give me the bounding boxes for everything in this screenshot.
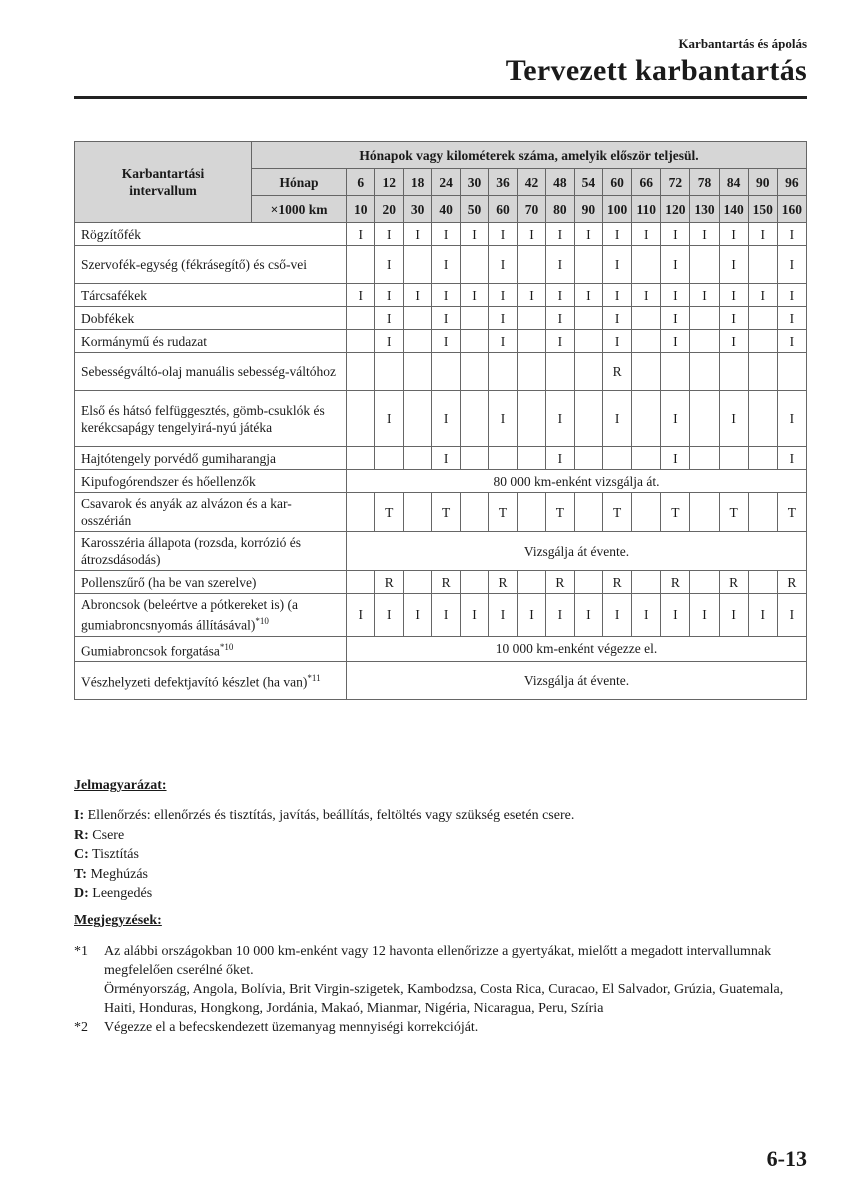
schedule-cell xyxy=(460,307,488,330)
schedule-cell: I xyxy=(661,330,690,353)
month-header-cell: 6 xyxy=(347,169,375,196)
schedule-cell xyxy=(690,447,719,470)
row-item-name: Rögzítőfék xyxy=(75,223,347,246)
month-header-cell: 66 xyxy=(632,169,661,196)
schedule-cell: I xyxy=(489,307,517,330)
schedule-cell xyxy=(375,353,403,391)
legend-key: T: xyxy=(74,866,87,882)
schedule-cell: I xyxy=(546,594,574,637)
schedule-cell xyxy=(460,246,488,284)
schedule-cell xyxy=(460,493,488,532)
schedule-cell xyxy=(517,353,545,391)
schedule-cell xyxy=(347,571,375,594)
legend-key: D: xyxy=(74,886,89,901)
legend-text: Ellenőrzés: ellenőrzés és tisztítás, javítás, beállítás, feltöltés vagy szükség esetén csere. xyxy=(84,808,575,823)
schedule-cell: T xyxy=(661,493,690,532)
legend-item xyxy=(74,845,574,865)
schedule-cell: I xyxy=(546,284,574,307)
schedule-cell xyxy=(748,330,777,353)
km-header-cell: 70 xyxy=(517,196,545,223)
schedule-cell: I xyxy=(460,284,488,307)
month-header-cell: 72 xyxy=(661,169,690,196)
schedule-cell: I xyxy=(719,391,748,447)
schedule-cell: T xyxy=(432,493,460,532)
notes-title: Megjegyzések: xyxy=(74,913,162,928)
schedule-cell xyxy=(489,447,517,470)
schedule-cell: I xyxy=(489,391,517,447)
schedule-cell: R xyxy=(375,571,403,594)
schedule-cell: I xyxy=(375,391,403,447)
schedule-cell: I xyxy=(546,447,574,470)
km-header-cell: 110 xyxy=(632,196,661,223)
schedule-cell: T xyxy=(375,493,403,532)
schedule-cell: I xyxy=(632,284,661,307)
schedule-cell: I xyxy=(690,223,719,246)
table-row xyxy=(75,532,807,571)
row-item-name: Abroncsok (beleértve a pótkereket is) (a gumiabroncsnyomás állításával)$^{*10}$ xyxy=(75,594,347,637)
schedule-cell xyxy=(632,246,661,284)
legend-item xyxy=(74,826,574,846)
schedule-cell xyxy=(574,307,602,330)
row-item-name: Első és hátsó felfüggesztés, gömb-csuklók és kerékcsapágy tengelyirá-nyú játéka xyxy=(75,391,347,447)
schedule-cell xyxy=(574,493,602,532)
schedule-cell: I xyxy=(603,330,632,353)
legend-text: Tisztítás xyxy=(88,847,139,862)
schedule-cell: I xyxy=(777,391,806,447)
km-header-cell: 60 xyxy=(489,196,517,223)
schedule-cell: I xyxy=(375,594,403,637)
schedule-cell xyxy=(632,571,661,594)
schedule-cell: I xyxy=(375,246,403,284)
schedule-cell xyxy=(748,447,777,470)
schedule-cell xyxy=(403,391,431,447)
schedule-cell: I xyxy=(632,223,661,246)
table-row xyxy=(75,223,807,246)
schedule-cell xyxy=(719,447,748,470)
row-item-name: Sebességváltó-olaj manuális sebesség-váltóhoz xyxy=(75,353,347,391)
schedule-cell: I xyxy=(403,223,431,246)
row-item-name: Csavarok és anyák az alvázon és a kar-osszérián xyxy=(75,493,347,532)
legend-item xyxy=(74,865,574,885)
km-header-cell: 120 xyxy=(661,196,690,223)
row-item-name: Dobfékek xyxy=(75,307,347,330)
schedule-cell: I xyxy=(489,284,517,307)
schedule-cell: I xyxy=(603,307,632,330)
month-label: Hónap xyxy=(252,169,347,196)
month-header-cell: 96 xyxy=(777,169,806,196)
schedule-cell: T xyxy=(546,493,574,532)
schedule-cell: I xyxy=(777,223,806,246)
month-header-cell: 12 xyxy=(375,169,403,196)
page-number: 6-13 xyxy=(766,1146,807,1171)
schedule-cell xyxy=(347,447,375,470)
maintenance-schedule-table xyxy=(74,141,807,700)
schedule-cell xyxy=(347,246,375,284)
schedule-cell: I xyxy=(748,284,777,307)
schedule-cell: I xyxy=(777,330,806,353)
schedule-cell: I xyxy=(748,594,777,637)
note-line: Az alábbi országokban 10 000 km-enként vagy 12 havonta ellenőrizze a gyertyákat, mielőtt a megadott intervallumnak megfelelően cserélné őket. xyxy=(104,944,772,978)
schedule-cell: I xyxy=(603,594,632,637)
schedule-cell xyxy=(432,353,460,391)
schedule-cell: I xyxy=(661,594,690,637)
month-header-cell: 42 xyxy=(517,169,545,196)
schedule-cell: T xyxy=(489,493,517,532)
schedule-cell: I xyxy=(432,447,460,470)
schedule-cell xyxy=(632,493,661,532)
schedule-cell: I xyxy=(690,594,719,637)
schedule-cell xyxy=(748,307,777,330)
schedule-cell: I xyxy=(432,594,460,637)
schedule-cell: I xyxy=(375,307,403,330)
schedule-cell xyxy=(690,391,719,447)
schedule-cell xyxy=(748,391,777,447)
schedule-cell: I xyxy=(432,330,460,353)
km-header-cell: 100 xyxy=(603,196,632,223)
schedule-cell xyxy=(460,447,488,470)
schedule-cell: I xyxy=(517,284,545,307)
legend-key: R: xyxy=(74,827,89,843)
notes xyxy=(74,942,809,1037)
schedule-cell xyxy=(574,330,602,353)
schedule-cell: I xyxy=(375,284,403,307)
footnote-marker: *10 xyxy=(219,641,234,652)
schedule-cell: T xyxy=(603,493,632,532)
schedule-cell: R xyxy=(719,571,748,594)
month-header-cell: 18 xyxy=(403,169,431,196)
km-header-cell: 40 xyxy=(432,196,460,223)
top-header: Hónapok vagy kilométerek száma, amelyik először teljesül. xyxy=(252,142,807,169)
month-header-cell: 24 xyxy=(432,169,460,196)
interval-note-cell: Vizsgálja át évente. xyxy=(347,662,807,700)
schedule-cell xyxy=(690,246,719,284)
schedule-cell: I xyxy=(574,223,602,246)
table-row xyxy=(75,330,807,353)
schedule-cell: I xyxy=(546,246,574,284)
legend-text: Leengedés xyxy=(88,886,153,901)
schedule-cell xyxy=(347,353,375,391)
schedule-cell xyxy=(632,353,661,391)
month-header-cell: 54 xyxy=(574,169,602,196)
schedule-cell xyxy=(690,353,719,391)
schedule-cell: I xyxy=(661,447,690,470)
month-header-cell: 30 xyxy=(460,169,488,196)
interval-note-cell: 10 000 km-enként végezze el. xyxy=(347,636,807,662)
row-item-name: Hajtótengely porvédő gumiharangja xyxy=(75,447,347,470)
schedule-cell: I xyxy=(432,307,460,330)
schedule-cell: I xyxy=(432,284,460,307)
schedule-cell: I xyxy=(777,307,806,330)
schedule-cell: I xyxy=(661,391,690,447)
table-row xyxy=(75,636,807,662)
legend-item xyxy=(74,806,574,826)
schedule-cell: R xyxy=(661,571,690,594)
schedule-cell: I xyxy=(719,594,748,637)
month-header-cell: 78 xyxy=(690,169,719,196)
schedule-cell xyxy=(489,353,517,391)
table-row xyxy=(75,307,807,330)
row-item-name: Gumiabroncsok forgatása$^{*10}$ xyxy=(75,636,347,662)
table-row xyxy=(75,353,807,391)
km-header-cell: 20 xyxy=(375,196,403,223)
km-header-cell: 140 xyxy=(719,196,748,223)
schedule-cell: T xyxy=(719,493,748,532)
legend-text: Csere xyxy=(88,827,125,843)
schedule-cell: I xyxy=(375,223,403,246)
page-title: Tervezett karbantartás xyxy=(505,54,807,87)
schedule-cell xyxy=(403,353,431,391)
schedule-cell xyxy=(632,330,661,353)
table-row xyxy=(75,246,807,284)
km-header-cell: 50 xyxy=(460,196,488,223)
schedule-cell xyxy=(777,353,806,391)
schedule-cell: I xyxy=(603,391,632,447)
table-row xyxy=(75,284,807,307)
schedule-cell: I xyxy=(432,223,460,246)
schedule-cell: I xyxy=(460,223,488,246)
schedule-cell: I xyxy=(661,307,690,330)
schedule-cell xyxy=(403,330,431,353)
month-header-cell: 90 xyxy=(748,169,777,196)
schedule-cell xyxy=(546,353,574,391)
schedule-cell: I xyxy=(432,246,460,284)
schedule-cell xyxy=(403,447,431,470)
schedule-cell: I xyxy=(489,594,517,637)
table-row xyxy=(75,391,807,447)
schedule-cell xyxy=(748,571,777,594)
schedule-cell xyxy=(574,571,602,594)
schedule-cell: I xyxy=(777,246,806,284)
km-header-cell: 150 xyxy=(748,196,777,223)
schedule-cell xyxy=(748,493,777,532)
schedule-cell xyxy=(517,447,545,470)
schedule-cell xyxy=(574,246,602,284)
legend-key: I: xyxy=(74,808,85,823)
schedule-cell: R xyxy=(432,571,460,594)
table-row xyxy=(75,493,807,532)
schedule-cell: I xyxy=(546,307,574,330)
schedule-cell xyxy=(748,353,777,391)
schedule-cell: I xyxy=(661,246,690,284)
interval-note-cell: 80 000 km-enként vizsgálja át. xyxy=(347,470,807,493)
schedule-cell: I xyxy=(748,223,777,246)
schedule-cell xyxy=(517,307,545,330)
note-text xyxy=(104,942,809,1018)
section-label: Karbantartás és ápolás xyxy=(678,36,807,51)
schedule-cell: I xyxy=(489,223,517,246)
legend-item xyxy=(74,884,574,904)
note-line: Örményország, Angola, Bolívia, Brit Virgin-szigetek, Kambodzsa, Costa Rica, Curacao, El Salvador, Grúzia, Guatemala, Haiti, Honduras, Hongkong, Jordánia, Makaó, Mianmar, Nigéria, Nicaragua, Peru, Szíria xyxy=(104,982,784,1016)
schedule-cell: I xyxy=(546,223,574,246)
note-text xyxy=(104,1018,809,1037)
table-row xyxy=(75,594,807,637)
schedule-cell xyxy=(460,571,488,594)
schedule-cell: I xyxy=(546,391,574,447)
km-header-cell: 90 xyxy=(574,196,602,223)
schedule-cell: I xyxy=(661,284,690,307)
interval-header: Karbantartási intervallum xyxy=(75,142,252,223)
schedule-cell: I xyxy=(517,223,545,246)
schedule-cell xyxy=(661,353,690,391)
row-item-name: Karosszéria állapota (rozsda, korrózió és átrozsdásodás) xyxy=(75,532,347,571)
schedule-cell: I xyxy=(489,246,517,284)
schedule-cell: I xyxy=(777,594,806,637)
schedule-cell: R xyxy=(489,571,517,594)
legend-key: C: xyxy=(74,847,89,862)
schedule-cell xyxy=(517,571,545,594)
schedule-cell xyxy=(517,493,545,532)
title-rule xyxy=(74,96,807,99)
km-header-cell: 80 xyxy=(546,196,574,223)
schedule-cell: I xyxy=(603,223,632,246)
schedule-cell: I xyxy=(574,594,602,637)
schedule-cell: I xyxy=(632,594,661,637)
schedule-cell: I xyxy=(460,594,488,637)
schedule-cell: I xyxy=(375,330,403,353)
schedule-cell: I xyxy=(719,223,748,246)
row-item-name: Kormánymű és rudazat xyxy=(75,330,347,353)
schedule-cell xyxy=(690,571,719,594)
schedule-cell: R xyxy=(603,571,632,594)
schedule-cell: I xyxy=(603,284,632,307)
schedule-cell xyxy=(403,493,431,532)
schedule-cell xyxy=(460,353,488,391)
schedule-cell: R xyxy=(546,571,574,594)
schedule-cell xyxy=(690,307,719,330)
schedule-cell: I xyxy=(777,447,806,470)
row-item-name: Vészhelyzeti defektjavító készlet (ha van)$^{*11}$ xyxy=(75,662,347,700)
km-label: ×1000 km xyxy=(252,196,347,223)
schedule-cell xyxy=(574,447,602,470)
legend-text: Meghúzás xyxy=(86,866,149,882)
interval-note-cell: Vizsgálja át évente. xyxy=(347,532,807,571)
schedule-cell xyxy=(574,391,602,447)
row-item-name: Szervofék-egység (fékrásegítő) és cső-vei xyxy=(75,246,347,284)
schedule-cell: I xyxy=(546,330,574,353)
schedule-cell: I xyxy=(603,246,632,284)
schedule-cell xyxy=(347,307,375,330)
schedule-cell xyxy=(517,246,545,284)
schedule-cell xyxy=(347,330,375,353)
schedule-cell: I xyxy=(719,307,748,330)
schedule-cell: I xyxy=(403,284,431,307)
schedule-cell: I xyxy=(719,284,748,307)
schedule-cell xyxy=(460,330,488,353)
schedule-cell: I xyxy=(403,594,431,637)
schedule-cell xyxy=(403,307,431,330)
schedule-cell xyxy=(632,447,661,470)
footnote-marker: *11 xyxy=(307,673,321,684)
km-header-cell: 10 xyxy=(347,196,375,223)
schedule-cell: R xyxy=(777,571,806,594)
row-item-name: Pollenszűrő (ha be van szerelve) xyxy=(75,571,347,594)
schedule-cell: I xyxy=(661,223,690,246)
row-item-name: Tárcsafékek xyxy=(75,284,347,307)
schedule-cell xyxy=(403,571,431,594)
km-header-cell: 130 xyxy=(690,196,719,223)
schedule-cell: I xyxy=(432,391,460,447)
month-header-cell: 36 xyxy=(489,169,517,196)
schedule-cell xyxy=(460,391,488,447)
km-header-cell: 30 xyxy=(403,196,431,223)
legend-title: Jelmagyarázat: xyxy=(74,778,167,793)
note-item xyxy=(74,1018,809,1037)
schedule-cell xyxy=(632,307,661,330)
schedule-cell: I xyxy=(347,284,375,307)
note-item xyxy=(74,942,809,1018)
schedule-cell xyxy=(347,493,375,532)
note-line: Végezze el a befecskendezett üzemanyag mennyiségi korrekcióját. xyxy=(104,1020,479,1035)
note-mark: *2 xyxy=(74,1020,88,1035)
table-row xyxy=(75,571,807,594)
row-item-name: Kipufogórendszer és hőellenzők xyxy=(75,470,347,493)
schedule-cell xyxy=(347,391,375,447)
schedule-cell xyxy=(603,447,632,470)
schedule-cell: I xyxy=(347,594,375,637)
schedule-cell: I xyxy=(347,223,375,246)
table-row xyxy=(75,470,807,493)
km-header-cell: 160 xyxy=(777,196,806,223)
schedule-cell xyxy=(403,246,431,284)
schedule-cell: T xyxy=(777,493,806,532)
table-row xyxy=(75,447,807,470)
schedule-cell xyxy=(690,493,719,532)
schedule-cell xyxy=(690,330,719,353)
schedule-cell xyxy=(517,391,545,447)
month-header-cell: 84 xyxy=(719,169,748,196)
schedule-cell: I xyxy=(719,330,748,353)
schedule-cell xyxy=(574,353,602,391)
month-header-cell: 60 xyxy=(603,169,632,196)
note-mark: *1 xyxy=(74,944,88,959)
table-row xyxy=(75,662,807,700)
schedule-cell: I xyxy=(517,594,545,637)
schedule-cell xyxy=(375,447,403,470)
schedule-cell: I xyxy=(690,284,719,307)
footnote-marker: *10 xyxy=(255,616,269,626)
schedule-cell: R xyxy=(603,353,632,391)
month-header-cell: 48 xyxy=(546,169,574,196)
schedule-cell: I xyxy=(719,246,748,284)
schedule-cell: I xyxy=(489,330,517,353)
schedule-cell xyxy=(748,246,777,284)
schedule-cell xyxy=(719,353,748,391)
schedule-cell: I xyxy=(777,284,806,307)
schedule-cell: I xyxy=(574,284,602,307)
legend xyxy=(74,806,574,904)
schedule-cell xyxy=(517,330,545,353)
schedule-cell xyxy=(632,391,661,447)
